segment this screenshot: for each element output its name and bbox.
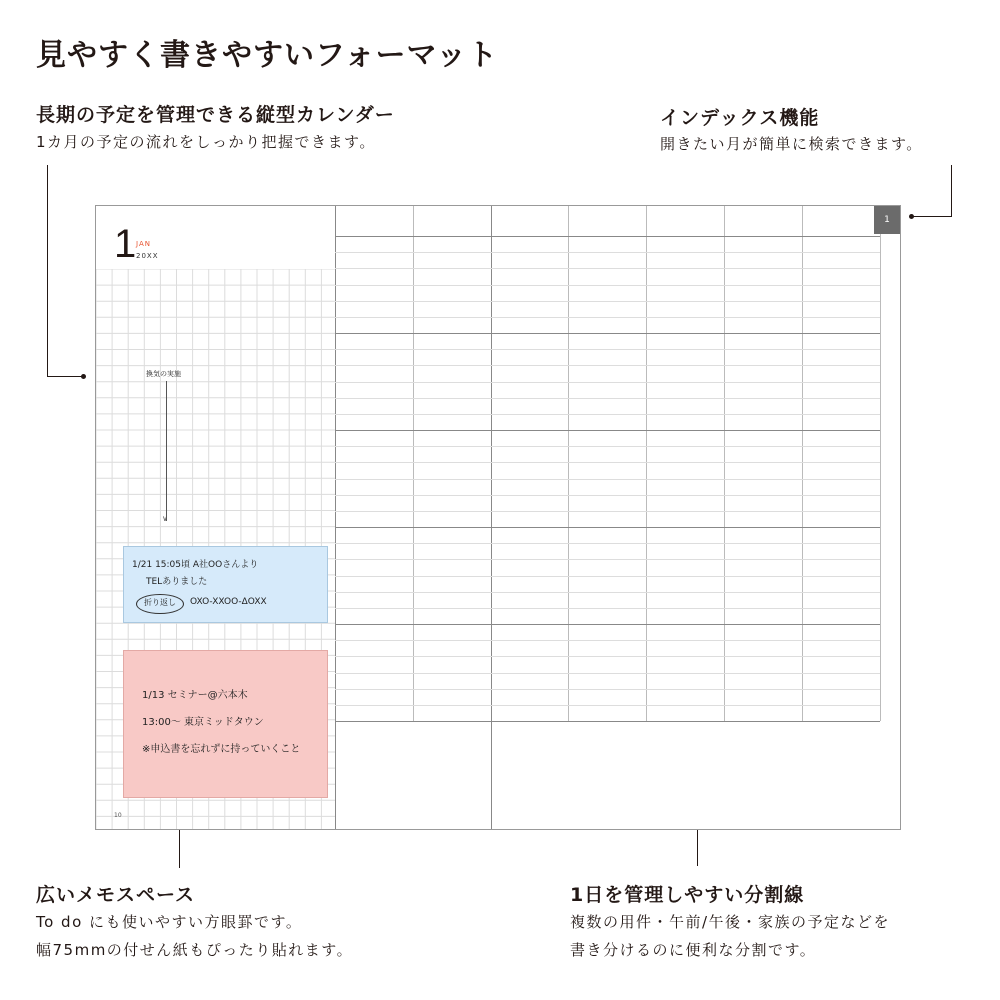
column-line: [646, 206, 647, 721]
headline: 見やすく書きやすいフォーマット: [36, 38, 499, 73]
column-line: [568, 206, 569, 721]
day-divider-line: [335, 705, 880, 706]
day-divider-line: [335, 382, 880, 383]
day-divider-line: [335, 640, 880, 641]
day-divider-line: [335, 479, 880, 480]
week-line: [335, 236, 880, 237]
day-divider-line: [335, 252, 880, 253]
year-label: 20XX: [136, 252, 159, 260]
day-divider-line: [335, 414, 880, 415]
day-divider-line: [335, 495, 880, 496]
month-number: 1: [114, 222, 137, 266]
column-line: [491, 206, 492, 829]
index-feature-desc: 開きたい月が簡単に検索できます。: [660, 135, 923, 153]
memo-column-note: 換気の実施: [146, 370, 181, 378]
sticky-blue-line2: TELありました: [146, 577, 208, 587]
callout-dot-index: [909, 214, 914, 219]
day-divider-line: [335, 511, 880, 512]
day-divider-line: [335, 301, 880, 302]
memo-feature-desc-2: 幅75mmの付せん紙もぴったり貼れます。: [36, 941, 354, 959]
divider-feature-desc-2: 書き分けるのに便利な分割です。: [570, 941, 817, 959]
memo-feature-desc-1: To do にも使いやすい方眼罫です。: [36, 913, 303, 931]
sticky-blue-line1: 1/21 15:05頃 A社OOさんより: [132, 560, 259, 570]
column-line: [802, 206, 803, 721]
memo-feature-title: 広いメモスペース: [36, 884, 196, 906]
calendar-feature-title: 長期の予定を管理できる縦型カレンダー: [36, 104, 395, 126]
sticky-pink-line2: 13:00～ 東京ミッドタウン: [142, 717, 264, 728]
day-divider-line: [335, 673, 880, 674]
index-feature-title: インデックス機能: [660, 107, 820, 129]
week-line: [335, 527, 880, 528]
bottom-number: 10: [114, 812, 122, 819]
day-divider-line: [335, 268, 880, 269]
sticky-blue-line3: OXO-XXOO-ΔOXX: [190, 597, 267, 607]
week-line: [335, 430, 880, 431]
day-divider-line: [335, 317, 880, 318]
callout-line-index: [951, 165, 952, 217]
index-tab[interactable]: 1: [874, 206, 900, 234]
calendar-feature-desc: 1カ月の予定の流れをしっかり把握できます。: [36, 133, 376, 151]
callout-dot-calendar: [81, 374, 86, 379]
callout-line-index-h: [912, 216, 952, 217]
memo-arrow-line: [166, 381, 167, 521]
day-divider-line: [335, 398, 880, 399]
callout-line-calendar-h: [47, 376, 84, 377]
day-divider-line: [335, 462, 880, 463]
planner-page: [95, 205, 901, 830]
sticky-pink-line3: ※申込書を忘れずに持っていくこと: [142, 744, 301, 755]
day-divider-line: [335, 543, 880, 544]
week-line: [335, 721, 880, 722]
week-line: [335, 333, 880, 334]
day-divider-line: [335, 365, 880, 366]
column-line: [335, 206, 336, 829]
divider-feature-desc-1: 複数の用件・午前/午後・家族の予定などを: [570, 913, 891, 931]
day-divider-line: [335, 349, 880, 350]
day-divider-line: [335, 285, 880, 286]
day-divider-line: [335, 656, 880, 657]
day-divider-line: [335, 608, 880, 609]
sticky-pink-line1: 1/13 セミナー@六本木: [142, 690, 248, 701]
sticky-note-blue: [123, 546, 328, 623]
column-line: [880, 206, 881, 721]
day-divider-line: [335, 576, 880, 577]
sticky-note-pink: [123, 650, 328, 798]
week-line: [335, 624, 880, 625]
day-divider-line: [335, 592, 880, 593]
divider-feature-title: 1日を管理しやすい分割線: [570, 884, 805, 906]
column-line: [724, 206, 725, 721]
day-divider-line: [335, 689, 880, 690]
day-divider-line: [335, 446, 880, 447]
month-en: JAN: [136, 240, 151, 248]
memo-arrow-head: ∨: [162, 514, 168, 523]
sticky-blue-bubble-text: 折り返し: [144, 598, 176, 607]
column-line: [413, 206, 414, 721]
day-divider-line: [335, 559, 880, 560]
callout-line-calendar: [47, 165, 48, 377]
